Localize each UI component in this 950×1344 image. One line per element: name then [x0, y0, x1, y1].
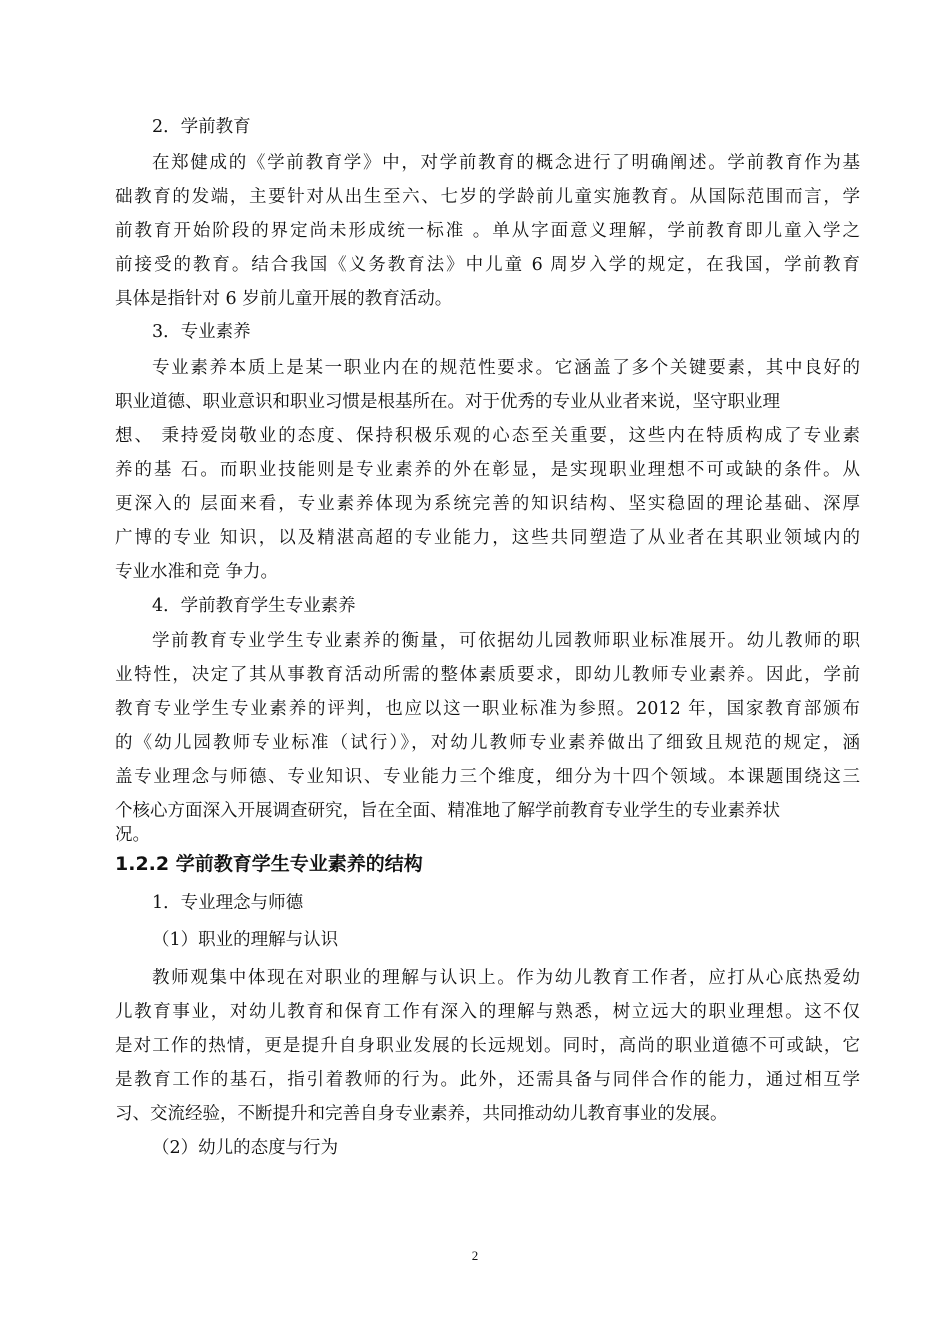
subsection-title: 1．专业理念与师德	[152, 893, 304, 913]
paragraph-line: 职业道德、职业意识和职业习惯是根基所在。对于优秀的专业从业者来说，坚守职业理	[115, 392, 780, 412]
paragraph-line: 学前教育专业学生专业素养的衡量，可依据幼儿园教师职业标准展开。幼儿教师的职	[152, 631, 860, 651]
paragraph-line: 的《幼儿园教师专业标准（试行）》，对幼儿教师专业素养做出了细致且规范的规定，涵	[115, 733, 860, 753]
paragraph-line: 业特性，决定了其从事教育活动所需的整体素质要求，即幼儿教师专业素养。因此，学前	[115, 665, 860, 685]
paragraph-line: 养的基 石。而职业技能则是专业素养的外在彰显，是实现职业理想不可或缺的条件。从	[115, 460, 860, 480]
section-title-preschool-education: 2．学前教育	[152, 117, 251, 137]
paragraph-line: 前接受的教育。结合我国《义务教育法》中儿童 6 周岁入学的规定，在我国，学前教育	[115, 255, 860, 275]
paragraph-line: 况。	[115, 825, 150, 845]
paragraph-line: 更深入的 层面来看，专业素养体现为系统完善的知识结构、坚实稳固的理论基础、深厚	[115, 494, 860, 514]
paragraph-line: 盖专业理念与师德、专业知识、专业能力三个维度，细分为十四个领域。本课题围绕这三	[115, 767, 860, 787]
section-title-student-quality: 4．学前教育学生专业素养	[152, 596, 356, 616]
paragraph-line: 广博的专业 知识，以及精湛高超的专业能力，这些共同塑造了从业者在其职业领域内的	[115, 528, 860, 548]
paragraph-line: 是对工作的热情，更是提升自身职业发展的长远规划。同时，高尚的职业道德不可或缺，它	[115, 1036, 860, 1056]
paragraph-line: 个核心方面深入开展调查研究，旨在全面、精准地了解学前教育专业学生的专业素养状	[115, 801, 780, 821]
paragraph-line: 专业水准和竞 争力。	[115, 562, 279, 582]
paragraph-line: 前教育开始阶段的界定尚未形成统一标准 。单从字面意义理解，学前教育即儿童入学之	[115, 221, 860, 241]
paragraph-line: 在郑健成的《学前教育学》中，对学前教育的概念进行了明确阐述。学前教育作为基	[152, 153, 860, 173]
paragraph-line: 习、交流经验，不断提升和完善自身专业素养，共同推动幼儿教育事业的发展。	[115, 1104, 728, 1124]
paragraph-line: 础教育的发端，主要针对从出生至六、七岁的学龄前儿童实施教育。从国际范围而言，学	[115, 187, 860, 207]
paragraph-line: 是教育工作的基石，指引着教师的行为。此外，还需具备与同伴合作的能力，通过相互学	[115, 1070, 860, 1090]
section-title-professional-quality: 3．专业素养	[152, 322, 251, 342]
paragraph-line: 专业素养本质上是某一职业内在的规范性要求。它涵盖了多个关键要素，其中良好的	[152, 358, 860, 378]
paragraph-line: 教育专业学生专业素养的评判，也应以这一职业标准为参照。2012 年，国家教育部颁布	[115, 699, 860, 719]
paragraph-line: 具体是指针对 6 岁前儿童开展的教育活动。	[115, 289, 453, 309]
section-heading: 1.2.2 学前教育学生专业素养的结构	[115, 853, 423, 875]
page-number: 2	[471, 1248, 479, 1263]
subsubsection-title: （2）幼儿的态度与行为	[152, 1138, 339, 1158]
paragraph-line: 教师观集中体现在对职业的理解与认识上。作为幼儿教育工作者，应打从心底热爱幼	[152, 968, 860, 988]
paragraph-line: 想、 秉持爱岗敬业的态度、保持积极乐观的心态至关重要，这些内在特质构成了专业素	[115, 426, 860, 446]
subsubsection-title: （1）职业的理解与认识	[152, 930, 339, 950]
paragraph-line: 儿教育事业，对幼儿教育和保育工作有深入的理解与熟悉，树立远大的职业理想。这不仅	[115, 1002, 860, 1022]
